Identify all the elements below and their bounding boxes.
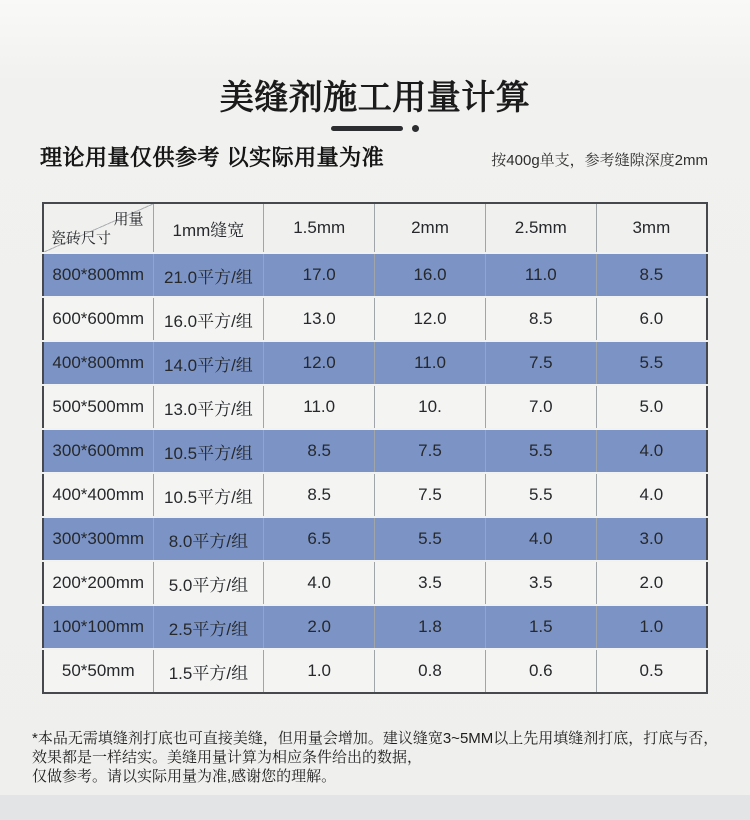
usage-value-cell: 7.5 <box>375 473 486 517</box>
usage-value-cell: 1.0 <box>596 605 707 649</box>
tile-size-cell: 300*300mm <box>43 517 153 561</box>
usage-value-cell: 7.5 <box>485 341 596 385</box>
title-divider <box>0 125 750 132</box>
usage-note: 按400g单支，参考缝隙深度2mm <box>491 152 708 169</box>
usage-value-cell: 10.5平方/组 <box>153 473 264 517</box>
footnote-line: 仅做参考。请以实际用量为准,感谢您的理解。 <box>32 768 337 785</box>
usage-value-cell: 4.0 <box>264 561 375 605</box>
footnote-line: *本品无需填缝剂打底也可直接美缝，但用量会增加。建议缝宽3~5MM以上先用填缝剂打底，打底与否， <box>32 730 719 747</box>
table-row <box>43 517 707 561</box>
usage-value-cell: 2.0 <box>596 561 707 605</box>
subheader-row <box>40 141 708 172</box>
bottom-band <box>0 795 750 820</box>
disclaimer-subtitle: 理论用量仅供参考 以实际用量为准 <box>40 145 385 170</box>
tile-size-cell: 50*50mm <box>43 649 153 693</box>
table-row <box>43 649 707 693</box>
usage-table-header <box>43 203 707 253</box>
table-row <box>43 297 707 341</box>
usage-value-cell: 8.5 <box>596 253 707 297</box>
usage-value-cell: 5.5 <box>485 473 596 517</box>
tile-size-cell: 800*800mm <box>43 253 153 297</box>
footnote <box>32 729 732 786</box>
table-row <box>43 385 707 429</box>
table-row <box>43 341 707 385</box>
column-header: 3mm <box>596 203 707 253</box>
usage-value-cell: 11.0 <box>264 385 375 429</box>
usage-value-cell: 7.5 <box>375 429 486 473</box>
table-row <box>43 605 707 649</box>
usage-value-cell: 16.0平方/组 <box>153 297 264 341</box>
table-row <box>43 429 707 473</box>
corner-label-tile-size: 瓷砖尺寸 <box>51 230 112 247</box>
tile-size-cell: 600*600mm <box>43 297 153 341</box>
usage-value-cell: 17.0 <box>264 253 375 297</box>
divider-dot-icon <box>412 125 419 132</box>
usage-value-cell: 5.0平方/组 <box>153 561 264 605</box>
usage-value-cell: 1.8 <box>375 605 486 649</box>
tile-size-cell: 400*400mm <box>43 473 153 517</box>
usage-value-cell: 2.5平方/组 <box>153 605 264 649</box>
usage-value-cell: 2.0 <box>264 605 375 649</box>
usage-value-cell: 5.5 <box>485 429 596 473</box>
usage-value-cell: 1.5 <box>485 605 596 649</box>
page-title: 美缝剂施工用量计算 <box>219 79 531 117</box>
usage-value-cell: 3.0 <box>596 517 707 561</box>
usage-value-cell: 8.0平方/组 <box>153 517 264 561</box>
usage-value-cell: 10.5平方/组 <box>153 429 264 473</box>
tile-size-cell: 400*800mm <box>43 341 153 385</box>
usage-value-cell: 21.0平方/组 <box>153 253 264 297</box>
usage-value-cell: 1.5平方/组 <box>153 649 264 693</box>
usage-value-cell: 3.5 <box>375 561 486 605</box>
footnote-line: 效果都是一样结实。美缝用量计算为相应条件给出的数据， <box>32 749 423 766</box>
tile-size-cell: 200*200mm <box>43 561 153 605</box>
tile-size-cell: 500*500mm <box>43 385 153 429</box>
usage-value-cell: 3.5 <box>485 561 596 605</box>
column-header: 1.5mm <box>264 203 375 253</box>
usage-value-cell: 4.0 <box>596 429 707 473</box>
column-header: 2mm <box>375 203 486 253</box>
table-row <box>43 253 707 297</box>
usage-value-cell: 7.0 <box>485 385 596 429</box>
usage-value-cell: 11.0 <box>485 253 596 297</box>
corner-label-usage: 用量 <box>113 211 144 228</box>
table-row <box>43 561 707 605</box>
corner-header-cell <box>43 203 153 253</box>
tile-size-cell: 100*100mm <box>43 605 153 649</box>
table-row <box>43 473 707 517</box>
usage-value-cell: 6.5 <box>264 517 375 561</box>
usage-value-cell: 8.5 <box>264 473 375 517</box>
usage-value-cell: 4.0 <box>485 517 596 561</box>
usage-value-cell: 8.5 <box>485 297 596 341</box>
usage-value-cell: 12.0 <box>375 297 486 341</box>
usage-value-cell: 5.0 <box>596 385 707 429</box>
column-header: 1mm缝宽 <box>153 203 264 253</box>
usage-value-cell: 1.0 <box>264 649 375 693</box>
usage-table <box>42 202 708 694</box>
usage-value-cell: 13.0 <box>264 297 375 341</box>
usage-value-cell: 11.0 <box>375 341 486 385</box>
usage-value-cell: 5.5 <box>375 517 486 561</box>
usage-value-cell: 4.0 <box>596 473 707 517</box>
usage-value-cell: 0.8 <box>375 649 486 693</box>
usage-value-cell: 8.5 <box>264 429 375 473</box>
usage-table-body <box>43 253 707 693</box>
usage-value-cell: 10. <box>375 385 486 429</box>
header-row <box>43 203 707 253</box>
usage-value-cell: 14.0平方/组 <box>153 341 264 385</box>
usage-value-cell: 12.0 <box>264 341 375 385</box>
usage-value-cell: 5.5 <box>596 341 707 385</box>
usage-value-cell: 16.0 <box>375 253 486 297</box>
divider-bar <box>331 126 403 131</box>
usage-value-cell: 0.6 <box>485 649 596 693</box>
usage-value-cell: 6.0 <box>596 297 707 341</box>
column-header: 2.5mm <box>485 203 596 253</box>
tile-size-cell: 300*600mm <box>43 429 153 473</box>
usage-value-cell: 13.0平方/组 <box>153 385 264 429</box>
usage-value-cell: 0.5 <box>596 649 707 693</box>
